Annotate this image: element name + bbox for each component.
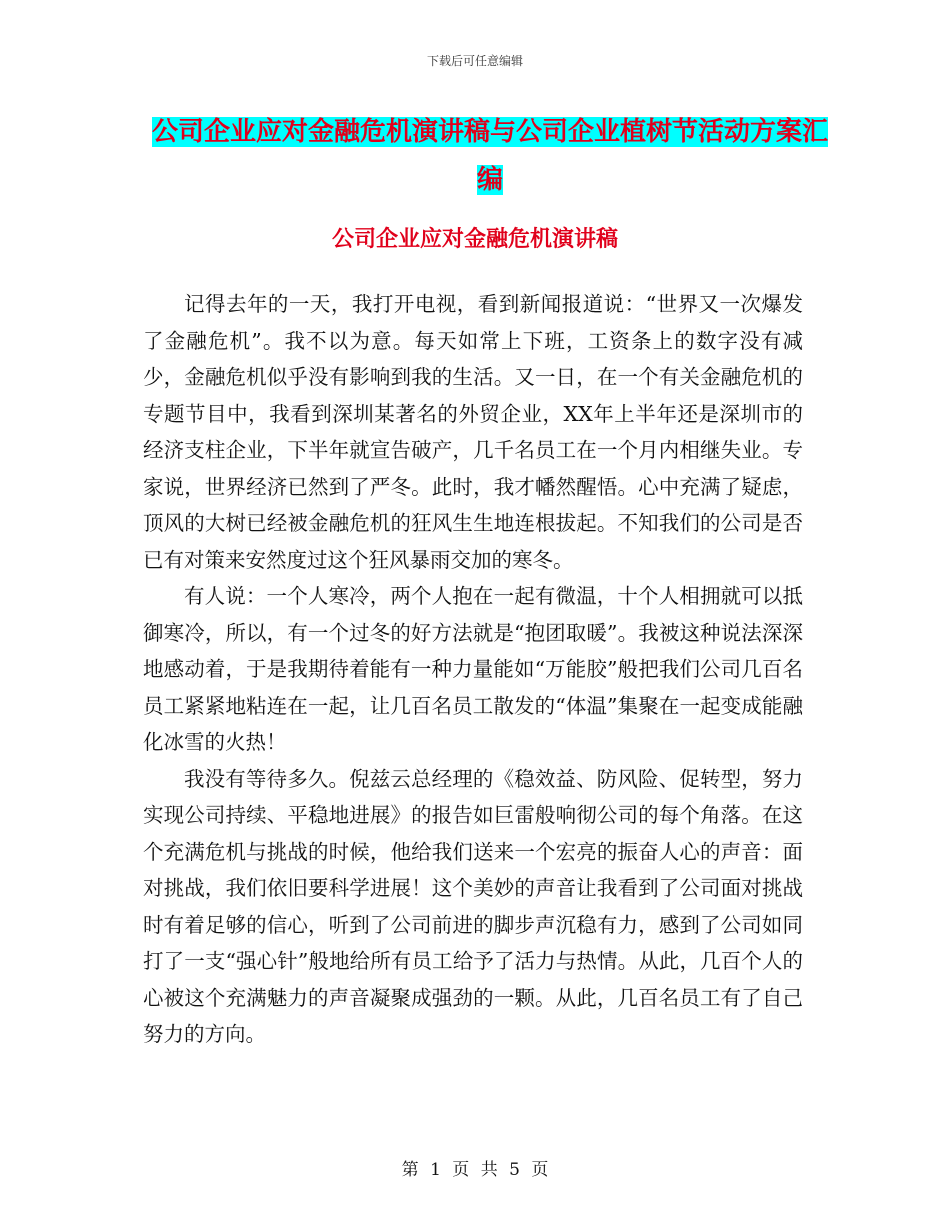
paragraph: 我没有等待多久。倪兹云总经理的《稳效益、防风险、促转型，努力实现公司持续、平稳地进展》的报告如巨雷般响彻公司的每个角落。在这个充满危机与挑战的时候，他给我们送来一个宏亮的振奋人心的声音：面对挑战，我们依旧要科学进展！这个美妙的声音让我看到了公司面对挑战时有着足够的信心，听到了公司前进的脚步声沉稳有力，感到了公司如同打了一支“强心针”般地给所有员工给予了活力与热情。从此，几百个人的心被这个充满魅力的声音凝聚成强劲的一颗。从此，几百名员工有了自己努力的方向。 (143, 766, 803, 1046)
document-title-text: 公司企业应对金融危机演讲稿与公司企业植树节活动方案汇编 (151, 117, 828, 195)
document-body (143, 286, 803, 1053)
section-title: 公司企业应对金融危机演讲稿 (331, 227, 618, 252)
paragraph: 有人说：一个人寒冷，两个人抱在一起有微温，十个人相拥就可以抵御寒冷，所以，有一个过冬的好方法就是“抱团取暖”。我被这种说法深深地感动着，于是我期待着能有一种力量能如“万能胶”般把我们公司几百名员工紧紧地粘连在一起，让几百名员工散发的“体温”集聚在一起变成能融化冰雪的火热！ (143, 584, 803, 754)
page-header-note: 下载后可任意编辑 (426, 54, 523, 68)
document-title (140, 108, 840, 204)
page-number: 第 1 页 共 5 页 (401, 1160, 549, 1180)
paragraph: 记得去年的一天，我打开电视，看到新闻报道说：“世界又一次爆发了金融危机”。我不以为意。每天如常上下班，工资条上的数字没有减少，金融危机似乎没有影响到我的生活。又一日，在一个有关金融危机的专题节目中，我看到深圳某著名的外贸企业，XX年上半年还是深圳市的经济支柱企业，下半年就宣告破产，几千名员工在一个月内相继失业。专家说，世界经济已然到了严冬。此时，我才幡然醒悟。心中充满了疑虑，顶风的大树已经被金融危机的狂风生生地连根拔起。不知我们的公司是否已有对策来安然度过这个狂风暴雨交加的寒冬。 (143, 292, 803, 572)
